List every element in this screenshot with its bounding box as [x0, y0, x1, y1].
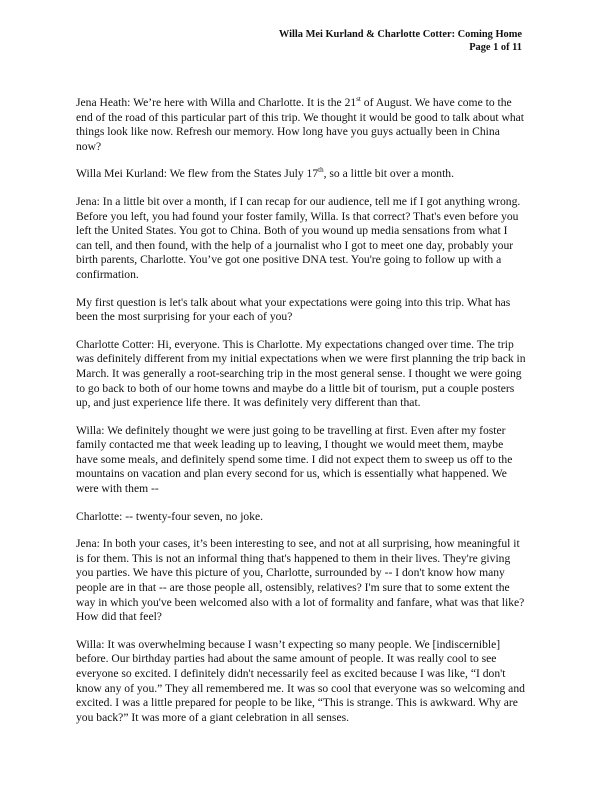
paragraph-charlotte-expectations: Charlotte Cotter: Hi, everyone. This is Charlotte. My expectations changed over time. The trip was definitely different from my initial expectations when we were first planning the trip back in March. It was generally a root-searching trip in the most general sense. I thought we were going to go back to both of our home towns and maybe do a little bit of tourism, put a couple posters up, and just experience life there. It was definitely very different than that.: [76, 337, 526, 410]
paragraph-recap: Jena: In a little bit over a month, if I can recap for our audience, tell me if I got anything wrong. Before you left, you had found your foster family, Willa. Is that correct? That's even before you left the United States. You got to China. Both of you wound up media sensations from what I can tell, and then found, with the help of a journalist who I got to meet one day, probably your birth parents, Charlotte. You’ve got one positive DNA test. You're going to follow up with a confirmation.: [76, 194, 521, 281]
paragraph-willa-travel: Willa: We definitely thought we were just going to be travelling at first. Even after my foster family contacted me that week leading up to leaving, I thought we would meet them, maybe have some meals, and definitely spend some time. I did not expect them to sweep us off to the mountains on vacation and plan every second for us, which is essentially what happened. We were with them --: [76, 423, 513, 496]
page-number: Page 1 of 11: [469, 42, 522, 53]
transcript-body: [76, 96, 526, 738]
paragraph-question: My first question is let's talk about what your expectations were going into this trip. What has been the most surprising for your each of you?: [76, 295, 511, 324]
paragraph-charlotte-247: Charlotte: -- twenty-four seven, no joke.: [76, 509, 264, 523]
paragraph-jena-welcome: Jena: In both your cases, it’s been interesting to see, and not at all surprising, how meaningful it is for them. This is not an informal thing that's happened to them in their lives. They're giving you parties. We have this picture of you, Charlotte, surrounded by -- I don't know how many people are in that -- are those people all, ostensibly, relatives? I'm sure that to some extent the way in which you've been welcomed also with a lot of formality and fanfare, what was that like? How did that feel?: [76, 537, 525, 624]
header-title: Willa Mei Kurland & Charlotte Cotter: Coming Home: [278, 29, 522, 40]
paragraph-intro: Jena Heath: We’re here with Willa and Charlotte. It is the 21st of August. We have come to the end of the road of this particular part of this trip. We thought it would be good to talk about what things look like now. Refresh our memory. How long have you guys actually been in China now?: [76, 95, 525, 153]
running-header: [279, 28, 522, 54]
paragraph-willa-overwhelming: Willa: It was overwhelming because I wasn’t expecting so many people. We [indiscernible] before. Our birthday parties had about the same amount of people. It was really cool to see everyone so excited. I definitely didn't necessarily feel as excited because I was like, “I don't know any of you.” They all remembered me. It was so cool that everyone was so welcoming and excited. I was a little prepared for people to be like, “This is strange. This is awkward. Why are you back?” It was more of a giant celebration in all senses.: [76, 637, 525, 724]
paragraph-willa-flight: Willa Mei Kurland: We flew from the States July 17th, so a little bit over a month.: [76, 166, 455, 181]
